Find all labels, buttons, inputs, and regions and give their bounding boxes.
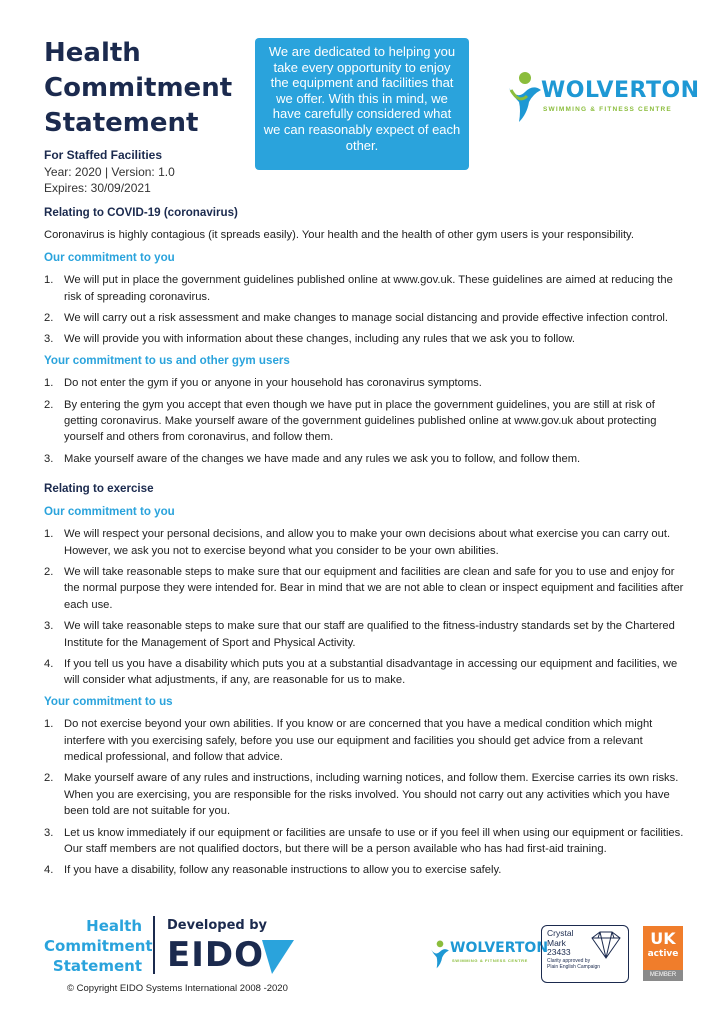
- item-number: 3.: [44, 826, 54, 839]
- logo-tagline: SWIMMING & FITNESS CENTRE: [452, 958, 528, 963]
- item-number: 2.: [44, 565, 54, 578]
- item-text: Let us know immediately if our equipment or facilities are unsafe to use or if you feel ill when using our equipment or facilities. Our staff members are not qualified doctors, but there will be a person available who has had first-aid training.: [64, 826, 684, 855]
- exercise-our-commitment-heading: Our commitment to you: [44, 504, 175, 518]
- exercise-your-commitment-heading: Your commitment to us: [44, 694, 173, 708]
- item-text: If you have a disability, follow any reasonable instructions to allow you to exercise safely.: [64, 864, 502, 877]
- item-number: 1.: [44, 274, 54, 287]
- covid-our-commitment-list: [44, 272, 684, 348]
- list-item: [44, 375, 684, 391]
- list-item: [44, 716, 684, 765]
- member-label: MEMBER: [643, 970, 683, 981]
- item-number: 1.: [44, 718, 54, 731]
- item-number: 2.: [44, 398, 54, 411]
- year-version: Year: 2020 | Version: 1.0: [44, 164, 175, 179]
- logo-wordmark: WOLVERTON: [450, 940, 549, 956]
- item-number: 4.: [44, 864, 54, 877]
- ukactive-logo: [643, 926, 683, 970]
- subtitle: For Staffed Facilities: [44, 148, 163, 162]
- item-text: Do not exercise beyond your own abilities. If you know or are concerned that you have a medical condition which might interfere with you exercising safely, before you use our equipment and facilities you should get advice from a relevant medical professional, and follow that advice.: [64, 718, 653, 763]
- exercise-heading: Relating to exercise: [44, 482, 154, 496]
- list-item: [44, 564, 684, 613]
- list-item: [44, 770, 684, 819]
- ukactive-badge: [643, 926, 683, 982]
- item-number: 1.: [44, 377, 54, 390]
- item-text: By entering the gym you accept that even though we have put in place the government guidelines, you are still at risk of getting coronavirus. Make yourself aware of the government guidelines published online at www.gov.uk about protecting yourself and others from coronavirus, and follow them.: [64, 398, 657, 444]
- banner-text: We are dedicated to helping you take every opportunity to enjoy the equipment and facilities that we offer. With this in mind, we have carefully considered what we can reasonably expect of each other.: [263, 44, 461, 153]
- item-number: 3.: [44, 452, 54, 465]
- covid-your-commitment-list: [44, 375, 684, 467]
- uk-label: UK: [650, 929, 676, 948]
- logo-wordmark: WOLVERTON: [541, 78, 700, 103]
- title-line: Statement: [44, 108, 199, 138]
- footer-hcs-logo: [44, 916, 153, 976]
- eido-wave-icon: [262, 940, 294, 974]
- crystal-mark-badge: [541, 925, 629, 983]
- item-text: We will carry out a risk assessment and make changes to manage social distancing and provide effective infection control.: [64, 312, 669, 325]
- item-number: 2.: [44, 312, 54, 325]
- title-line: Commitment: [44, 73, 233, 103]
- crystal-line: 23433: [547, 947, 571, 957]
- covid-your-commitment-heading: Your commitment to us and other gym users: [44, 353, 290, 367]
- item-text: We will take reasonable steps to make sure that our staff are qualified to the fitness-industry standards set by the Chartered Institute for the Management of Sport and Physical Activity.: [64, 620, 675, 649]
- item-text: Do not enter the gym if you or anyone in your household has coronavirus symptoms.: [64, 377, 482, 390]
- covid-our-commitment-heading: Our commitment to you: [44, 250, 175, 264]
- crystal-small-line: Clarity approved by: [547, 957, 591, 964]
- wolverton-footer-logo: [430, 938, 549, 974]
- crystal-line: Crystal: [547, 928, 574, 938]
- footer-hcs-line: Statement: [52, 957, 142, 975]
- item-number: 4.: [44, 657, 54, 670]
- list-item: [44, 825, 684, 858]
- list-item: [44, 331, 684, 347]
- document-body: [44, 205, 684, 884]
- document-meta: [44, 147, 175, 197]
- swimmer-figure-icon: [507, 70, 543, 126]
- footer-divider: [153, 916, 155, 974]
- list-item: [44, 526, 684, 559]
- wolverton-logo: [507, 70, 700, 126]
- item-text: If you tell us you have a disability which puts you at a substantial disadvantage in accessing our equipment and facilities, we will consider what adjustments, if any, are reasonable for us to make.: [64, 657, 678, 687]
- footer-hcs-line: Health: [86, 917, 142, 935]
- list-item: [44, 451, 684, 467]
- crystal-small-line: Plain English Campaign: [547, 963, 601, 970]
- item-number: 3.: [44, 620, 54, 633]
- exercise-our-commitment-list: [44, 526, 684, 689]
- list-item: [44, 397, 684, 446]
- list-item: [44, 862, 684, 878]
- covid-intro: Coronavirus is highly contagious (it spreads easily). Your health and the health of other gym users is your responsibility.: [44, 229, 634, 242]
- item-text: Make yourself aware of the changes we have made and any rules we ask you to follow, and follow them.: [64, 452, 581, 465]
- crystal-diamond-icon: [588, 930, 624, 960]
- item-number: 1.: [44, 528, 54, 541]
- active-label: active: [647, 949, 679, 959]
- item-number: 3.: [44, 333, 54, 346]
- expires: Expires: 30/09/2021: [44, 181, 151, 195]
- eido-logo: EIDO: [167, 935, 265, 975]
- copyright: © Copyright EIDO Systems International 2008 -2020: [67, 983, 288, 994]
- logo-tagline: SWIMMING & FITNESS CENTRE: [543, 106, 672, 113]
- covid-heading: Relating to COVID-19 (coronavirus): [44, 206, 238, 219]
- item-number: 2.: [44, 772, 54, 785]
- footer-hcs-line: Commitment: [44, 937, 153, 955]
- swimmer-figure-icon: [430, 938, 450, 972]
- developed-by-label: Developed by: [167, 918, 268, 933]
- item-text: We will take reasonable steps to make sure that our equipment and facilities are clean and safe for you to use and enjoy for the normal purpose they were intended for. Bear in mind that we are not able to clean or inspect equipment and facilities after each use.: [64, 565, 684, 611]
- item-text: We will provide you with information about these changes, including any rules that we ask you to follow.: [64, 333, 575, 346]
- title-line: Health: [44, 38, 141, 68]
- crystal-line: Mark: [547, 937, 566, 948]
- exercise-your-commitment-list: [44, 716, 684, 879]
- intro-banner: [255, 38, 469, 170]
- item-text: Make yourself aware of any rules and instructions, including warning notices, and follow them. Exercise carries its own risks. When you are exercising, you are responsible for the risks involved. You should not carry out any activities which you have been told are not suitable for you.: [64, 772, 679, 818]
- item-text: We will respect your personal decisions, and allow you to make your own decisions about what exercise you can carry out. However, we ask you not to exercise beyond what you consider to be your own abilities.: [64, 528, 671, 557]
- list-item: [44, 618, 684, 651]
- list-item: [44, 310, 684, 326]
- list-item: [44, 272, 684, 305]
- list-item: [44, 656, 684, 689]
- page-title: [44, 36, 244, 141]
- item-text: We will put in place the government guidelines published online at www.gov.uk. These guidelines are aimed at reducing the risk of spreading coronavirus.: [64, 274, 673, 303]
